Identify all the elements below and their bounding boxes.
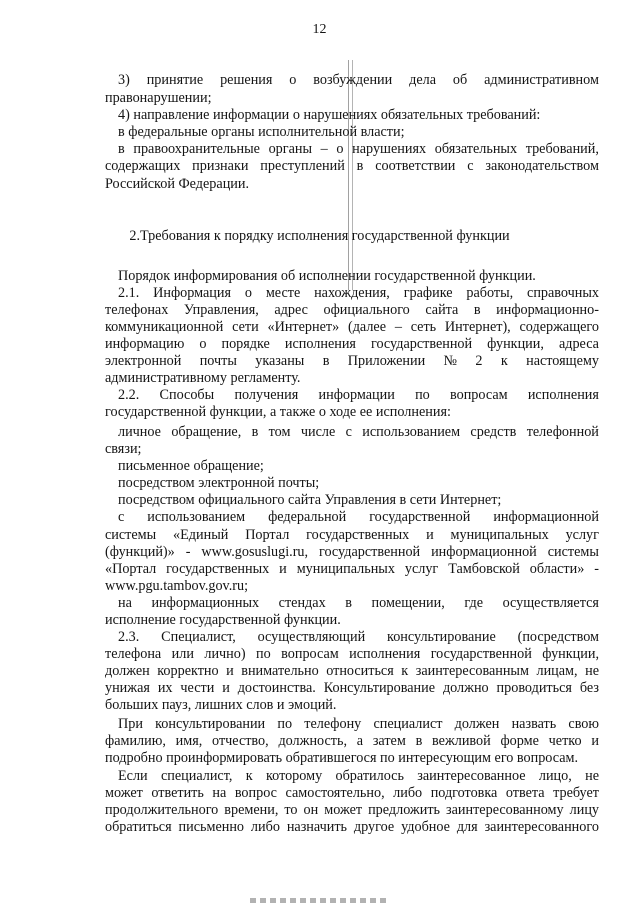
text-line: подробно проинформировать обратившегося по интересующим его вопросам. bbox=[105, 750, 579, 766]
text-line: системы «Единый Портал государственных и муниципальных услуг bbox=[105, 527, 599, 543]
text-line: посредством официального сайта Управления в сети Интернет; bbox=[118, 492, 502, 508]
text-line: исполнение государственной функции. bbox=[105, 612, 341, 628]
text-line: в федеральные органы исполнительной власти; bbox=[118, 124, 405, 140]
text-line: на информационных стендах в помещении, где осуществляется bbox=[118, 595, 599, 611]
text-line: информацию о порядке исполнения государственной функции, адреса bbox=[105, 336, 599, 352]
text-line: должен корректно и внимательно относиться к заинтересованным лицам, не bbox=[105, 663, 599, 679]
text-line: (функций)» - www.gosuslugi.ru, государственной информационной системы bbox=[105, 544, 599, 560]
text-line: продолжительного времени, то он может предложить заинтересованному лицу bbox=[105, 802, 599, 818]
text-line: государственной функции, а также о ходе ее исполнения: bbox=[105, 404, 451, 420]
text-line: телефона или лично) по вопросам исполнения государственной функции, bbox=[105, 646, 599, 662]
text-line: www.pgu.tambov.gov.ru; bbox=[105, 578, 249, 594]
text-line: «Портал государственных и муниципальных услуг Тамбовской области» - bbox=[105, 561, 599, 577]
text-line: обратиться письменно либо назначить другое удобное для заинтересованного bbox=[105, 819, 599, 835]
text-line: Российской Федерации. bbox=[105, 176, 250, 192]
text-line: 3) принятие решения о возбуждении дела об административном bbox=[118, 72, 599, 88]
section-heading: 2.Требования к порядку исполнения государственной функции bbox=[129, 228, 510, 244]
text-line: письменное обращение; bbox=[118, 458, 264, 474]
scan-artifact-footer bbox=[250, 898, 390, 903]
text-line: в правоохранительные органы – о нарушениях обязательных требований, bbox=[118, 141, 599, 157]
text-line: унижая их чести и достоинства. Консультирование должно проводиться без bbox=[105, 680, 599, 696]
text-line: Порядок информирования об исполнении государственной функции. bbox=[118, 268, 536, 284]
text-line: с использованием федеральной государственной информационной bbox=[118, 509, 599, 525]
text-line: фамилию, имя, отчество, должность, а затем в вежливой форме четко и bbox=[105, 733, 599, 749]
text-line: правонарушении; bbox=[105, 90, 212, 106]
text-line: телефонах Управления, адрес официального сайта в информационно- bbox=[105, 302, 599, 318]
text-line: административному регламенту. bbox=[105, 370, 301, 386]
text-line: При консультировании по телефону специалист должен назвать свою bbox=[118, 716, 599, 732]
text-line: личное обращение, в том числе с использованием средств телефонной bbox=[118, 424, 599, 440]
text-line: содержащих признаки преступлений в соответствии с законодательством bbox=[105, 158, 599, 174]
page-number: 12 bbox=[312, 22, 327, 37]
text-line: коммуникационной сети «Интернет» (далее – сеть Интернет), содержащего bbox=[105, 319, 599, 335]
text-line: 2.3. Специалист, осуществляющий консультирование (посредством bbox=[118, 629, 599, 645]
text-line: Если специалист, к которому обратилось заинтересованное лицо, не bbox=[118, 768, 599, 784]
text-line: связи; bbox=[105, 441, 142, 457]
text-line: больших пауз, лишних слов и эмоций. bbox=[105, 697, 337, 713]
text-line: может ответить на вопрос самостоятельно, либо подготовка ответа требует bbox=[105, 785, 599, 801]
text-line: 2.2. Способы получения информации по вопросам исполнения bbox=[118, 387, 599, 403]
text-line: 2.1. Информация о месте нахождения, графике работы, справочных bbox=[118, 285, 599, 301]
text-line: 4) направление информации о нарушениях обязательных требований: bbox=[118, 107, 541, 123]
text-line: электронной почты указаны в Приложении № 2 к настоящему bbox=[105, 353, 599, 369]
text-line: посредством электронной почты; bbox=[118, 475, 320, 491]
